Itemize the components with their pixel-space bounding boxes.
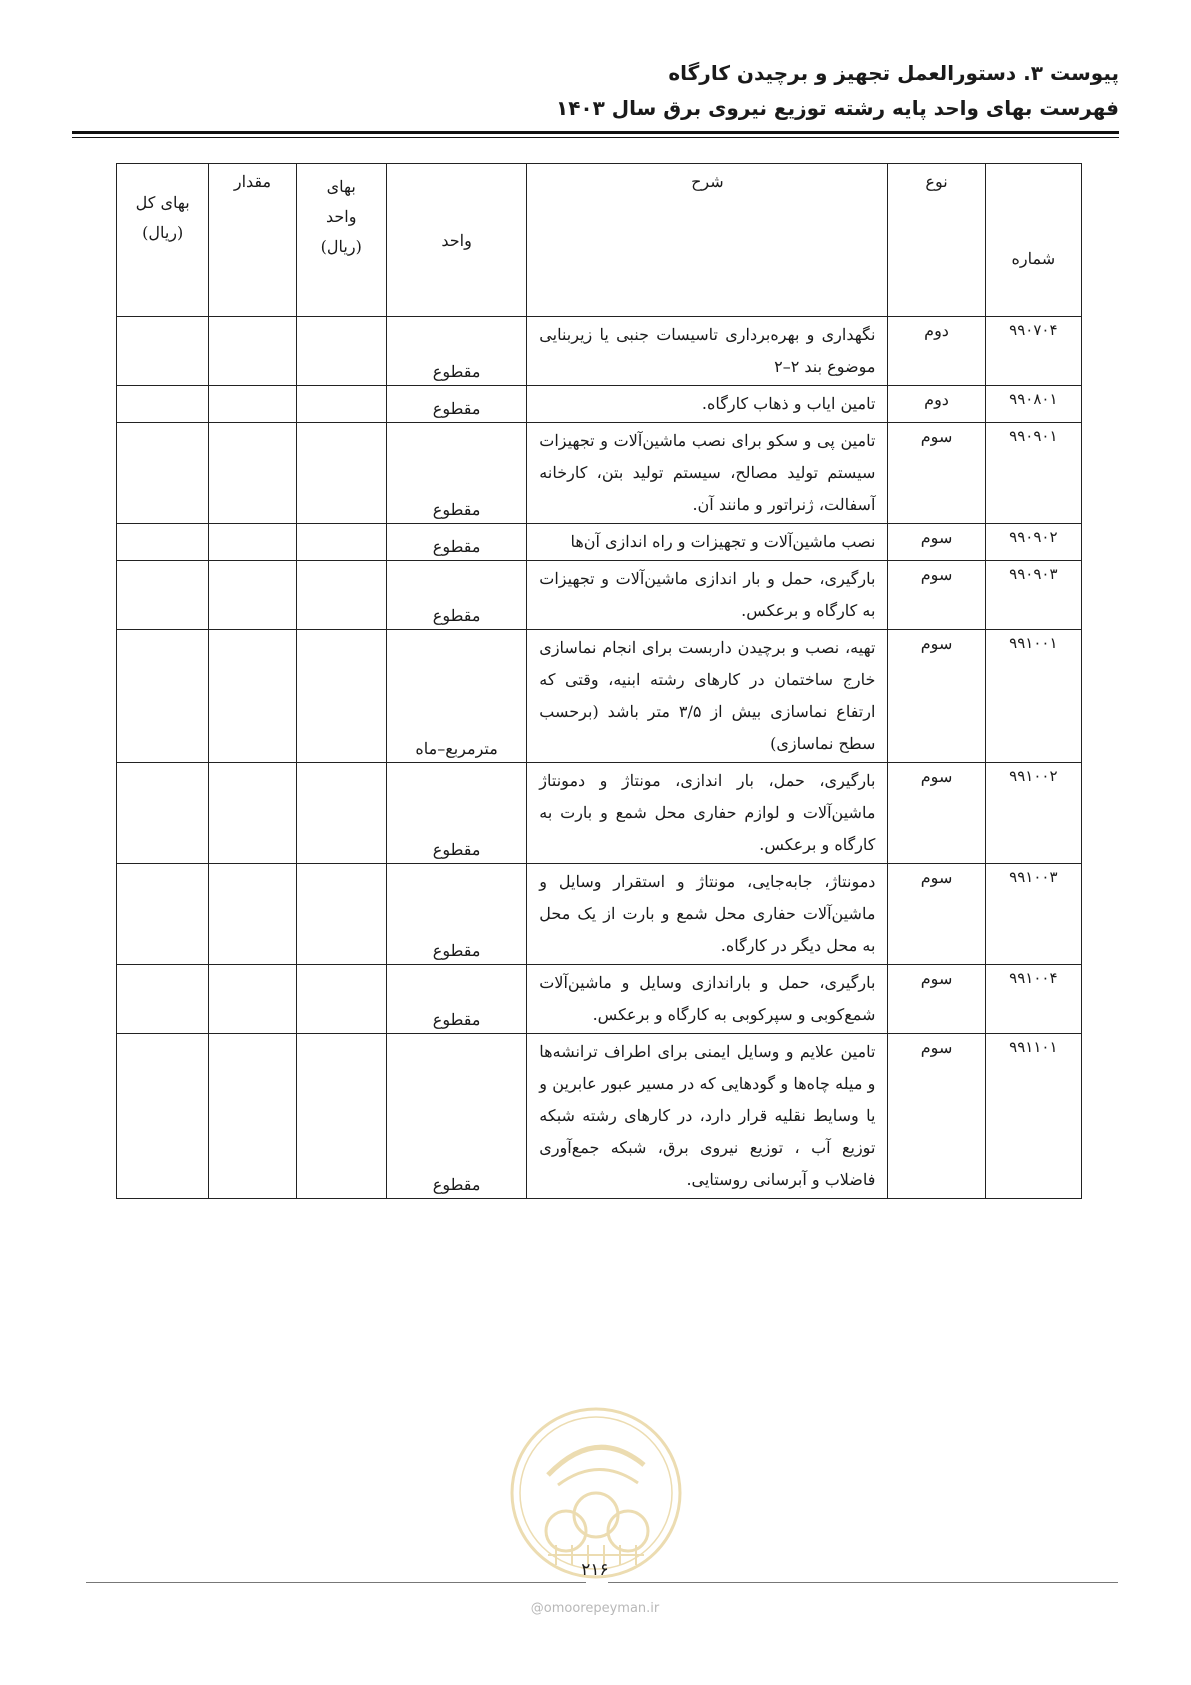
header-title: پیوست ۳. دستورالعمل تجهیز و برچیدن کارگاه (668, 61, 1119, 85)
cell-number: ۹۹۱۱۰۱ (985, 1034, 1081, 1199)
cell-number: ۹۹۰۷۰۴ (985, 317, 1081, 386)
price-list-table (116, 163, 1082, 1199)
cell-total-price (117, 763, 209, 864)
cell-quantity (209, 317, 296, 386)
cell-description: دمونتاژ، جابه‌جایی، مونتاژ و استقرار وسایل و ماشین‌آلات حفاری محل شمع و بارت از یک محل به محل دیگر در کارگاه. (527, 864, 888, 965)
cell-quantity (209, 524, 296, 561)
cell-quantity (209, 386, 296, 423)
cell-description: تامین پی و سکو برای نصب ماشین‌آلات و تجهیزات سیستم تولید مصالح، سیستم تولید بتن، کارخانه آسفالت، ژنراتور و مانند آن. (527, 423, 888, 524)
table-row (117, 630, 1082, 763)
header-total-price-line1: بهای کل (135, 193, 190, 212)
cell-unit: مقطوع (386, 864, 526, 965)
header-subtitle: فهرست بهای واحد پایه رشته توزیع نیروی برق سال ۱۴۰۳ (556, 96, 1119, 120)
cell-number: ۹۹۱۰۰۱ (985, 630, 1081, 763)
header-description: شرح (527, 164, 888, 317)
page-number: ۲۱۶ (581, 1560, 609, 1580)
cell-number: ۹۹۰۹۰۳ (985, 561, 1081, 630)
header-rule-thick (72, 131, 1119, 134)
cell-number: ۹۹۰۸۰۱ (985, 386, 1081, 423)
table-row (117, 524, 1082, 561)
cell-unit-price (296, 630, 386, 763)
cell-type: سوم (888, 1034, 985, 1199)
cell-number: ۹۹۱۰۰۲ (985, 763, 1081, 864)
cell-total-price (117, 1034, 209, 1199)
cell-unit-price (296, 317, 386, 386)
cell-description: تامین ایاب و ذهاب کارگاه. (527, 386, 888, 423)
cell-unit: مقطوع (386, 1034, 526, 1199)
cell-unit-price (296, 965, 386, 1034)
header-number: شماره (985, 164, 1081, 317)
cell-unit: مقطوع (386, 317, 526, 386)
table-row (117, 864, 1082, 965)
cell-total-price (117, 630, 209, 763)
cell-unit: مقطوع (386, 965, 526, 1034)
cell-description: تامین علایم و وسایل ایمنی برای اطراف ترانشه‌ها و میله چاه‌ها و گودهایی که در مسیر عبور عابرین و یا وسایط نقلیه قرار دارد، در کارهای رشته شبکه توزیع آب ، توزیع نیروی برق، شبکه جمع‌آوری فاضلاب و آبرسانی روستایی. (527, 1034, 888, 1199)
cell-total-price (117, 864, 209, 965)
cell-description: نصب ماشین‌آلات و تجهیزات و راه اندازی آن‌ها (527, 524, 888, 561)
footer-rule-left (86, 1582, 586, 1583)
cell-quantity (209, 630, 296, 763)
cell-type: سوم (888, 864, 985, 965)
cell-type: سوم (888, 561, 985, 630)
header-rule-thin (72, 137, 1119, 138)
cell-total-price (117, 524, 209, 561)
cell-description: بارگیری، حمل، بار اندازی، مونتاژ و دمونتاژ ماشین‌آلات و لوازم حفاری محل شمع و بارت به کارگاه و برعکس. (527, 763, 888, 864)
cell-type: دوم (888, 317, 985, 386)
table-row (117, 965, 1082, 1034)
watermark-logo (508, 1405, 684, 1581)
cell-unit-price (296, 763, 386, 864)
cell-description: بارگیری، حمل و بار اندازی ماشین‌آلات و تجهیزات به کارگاه و برعکس. (527, 561, 888, 630)
table-row (117, 561, 1082, 630)
cell-type: سوم (888, 763, 985, 864)
header-unit-price-line3: (ریال) (320, 237, 362, 256)
cell-unit-price (296, 386, 386, 423)
cell-unit: مترمربع–ماه (386, 630, 526, 763)
table-row (117, 317, 1082, 386)
cell-unit: مقطوع (386, 763, 526, 864)
cell-unit: مقطوع (386, 524, 526, 561)
cell-unit: مقطوع (386, 561, 526, 630)
cell-number: ۹۹۰۹۰۲ (985, 524, 1081, 561)
cell-unit-price (296, 864, 386, 965)
cell-number: ۹۹۱۰۰۴ (985, 965, 1081, 1034)
cell-type: سوم (888, 524, 985, 561)
cell-description: بارگیری، حمل و باراندازی وسایل و ماشین‌آلات شمع‌کوبی و سپرکوبی به کارگاه و برعکس. (527, 965, 888, 1034)
cell-unit: مقطوع (386, 423, 526, 524)
header-unit-price (296, 164, 386, 317)
cell-total-price (117, 386, 209, 423)
header-unit-price-line1: بهای (326, 177, 356, 196)
table-header-row (117, 164, 1082, 317)
cell-unit-price (296, 1034, 386, 1199)
cell-unit-price (296, 423, 386, 524)
header-unit: واحد (386, 164, 526, 317)
cell-total-price (117, 317, 209, 386)
cell-unit-price (296, 561, 386, 630)
footer-rule-right (608, 1582, 1118, 1583)
cell-type: سوم (888, 423, 985, 524)
cell-description: تهیه، نصب و برچیدن داربست برای انجام نماسازی خارج ساختمان در کارهای رشته ابنیه، وقتی که ارتفاع نماسازی بیش از ۳/۵ متر باشد (برحسب سطح نماسازی) (527, 630, 888, 763)
website-watermark: @omoorepeyman.ir (530, 1601, 660, 1616)
header-total-price (117, 164, 209, 317)
table-row (117, 386, 1082, 423)
cell-quantity (209, 561, 296, 630)
cell-quantity (209, 965, 296, 1034)
cell-number: ۹۹۰۹۰۱ (985, 423, 1081, 524)
cell-unit-price (296, 524, 386, 561)
cell-type: دوم (888, 386, 985, 423)
header-unit-price-line2: واحد (326, 207, 357, 226)
header-total-price-line2: (ریال) (142, 223, 184, 242)
table-row (117, 763, 1082, 864)
cell-total-price (117, 423, 209, 524)
cell-total-price (117, 965, 209, 1034)
cell-quantity (209, 1034, 296, 1199)
header-type: نوع (888, 164, 985, 317)
cell-quantity (209, 763, 296, 864)
cell-quantity (209, 423, 296, 524)
cell-number: ۹۹۱۰۰۳ (985, 864, 1081, 965)
header-quantity: مقدار (209, 164, 296, 317)
cell-unit: مقطوع (386, 386, 526, 423)
table-row (117, 423, 1082, 524)
table-row (117, 1034, 1082, 1199)
cell-type: سوم (888, 965, 985, 1034)
cell-quantity (209, 864, 296, 965)
cell-type: سوم (888, 630, 985, 763)
cell-total-price (117, 561, 209, 630)
page-header (72, 58, 1119, 124)
cell-description: نگهداری و بهره‌برداری تاسیسات جنبی یا زیربنایی موضوع بند ۲–۲ (527, 317, 888, 386)
